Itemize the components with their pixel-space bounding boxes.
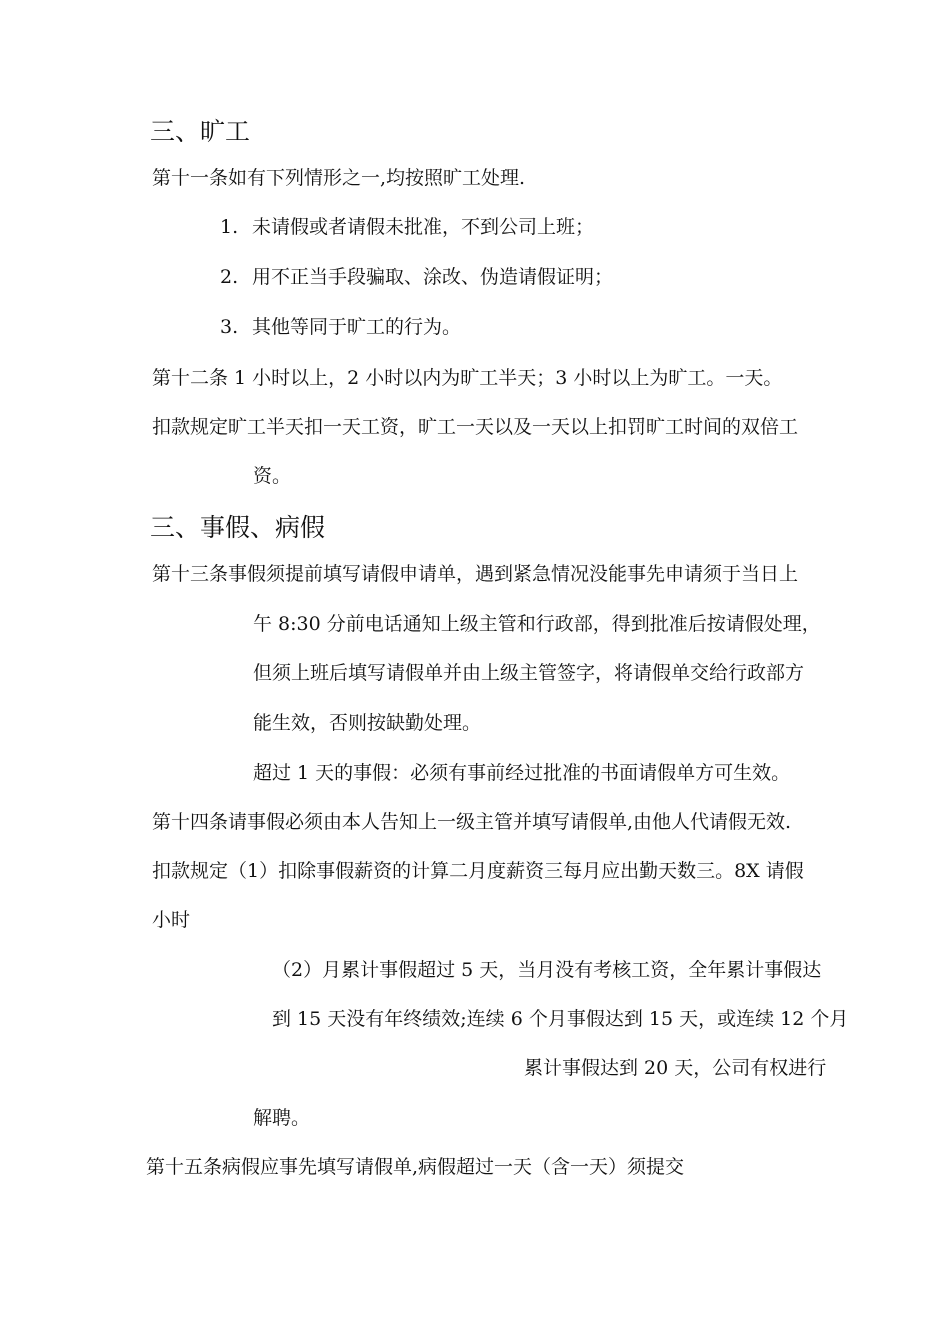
article-12: 第十二条 1 小时以上，2 小时以内为旷工半天；3 小时以上为旷工。一天。: [152, 367, 783, 389]
article-13-line: 午 8:30 分前电话通知上级主管和行政部，得到批准后按请假处理，: [253, 613, 821, 635]
article-11: 第十一条如有下列情形之一,均按照旷工处理.: [152, 167, 526, 189]
deduction-rule-2-line: 解聘。: [253, 1107, 311, 1129]
list-item: 未请假或者请假未批准，不到公司上班；: [252, 216, 595, 238]
deduction-rule-absence-line2: 资。: [253, 465, 292, 487]
list-item-number: 3.: [220, 316, 239, 338]
article-13-line: 但须上班后填写请假单并由上级主管签字，将请假单交给行政部方: [253, 662, 805, 684]
list-item: 其他等同于旷工的行为。: [252, 316, 462, 338]
deduction-rule-leave-line1: 扣款规定（1）扣除事假薪资的计算二月度薪资三每月应出勤天数三。8X 请假: [152, 860, 804, 882]
article-13-line: 第十三条事假须提前填写请假申请单，遇到紧急情况没能事先申请须于当日上: [152, 563, 799, 585]
section-heading-absence: 三、旷工: [150, 117, 251, 146]
deduction-rule-2-line: 到 15 天没有年终绩效;连续 6 个月事假达到 15 天，或连续 12 个月: [272, 1008, 849, 1030]
section-heading-leave: 三、事假、病假: [150, 513, 326, 542]
article-13-line: 超过 1 天的事假：必须有事前经过批准的书面请假单方可生效。: [253, 762, 791, 784]
deduction-rule-2-line: 累计事假达到 20 天，公司有权进行: [524, 1057, 827, 1079]
article-15: 第十五条病假应事先填写请假单,病假超过一天（含一天）须提交: [146, 1156, 685, 1178]
article-13-line: 能生效，否则按缺勤处理。: [253, 712, 482, 734]
article-14: 第十四条请事假必须由本人告知上一级主管并填写请假单,由他人代请假无效.: [152, 811, 792, 833]
deduction-rule-2-line: （2）月累计事假超过 5 天，当月没有考核工资，全年累计事假达: [272, 959, 822, 981]
list-item-number: 1.: [220, 216, 239, 238]
deduction-rule-absence-line1: 扣款规定旷工半天扣一天工资，旷工一天以及一天以上扣罚旷工时间的双倍工: [152, 416, 799, 438]
list-item: 用不正当手段骗取、涂改、伪造请假证明；: [252, 266, 614, 288]
deduction-rule-leave-line2: 小时: [152, 909, 191, 931]
list-item-number: 2.: [220, 266, 239, 288]
